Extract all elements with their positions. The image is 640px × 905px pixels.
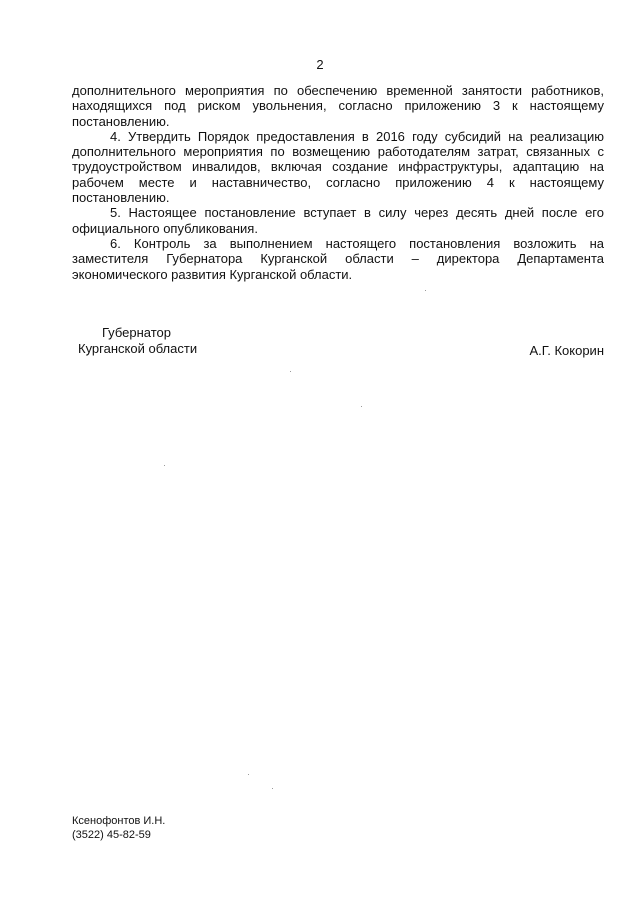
paragraph-continuation: дополнительного мероприятия по обеспечению временной занятости работников, находящихся под риском увольнения, согласно приложению 3 к настоящему постановлению. xyxy=(72,83,604,129)
paragraph-item-4: 4. Утвердить Порядок предоставления в 2016 году субсидий на реализацию дополнительного мероприятия по возмещению работодателям затрат, связанных с трудоустройством инвалидов, включая создание инфраструктуры, адаптацию на рабочем месте и наставничество, согласно приложению 4 к настоящему постановлению. xyxy=(72,128,604,206)
executor-name: Ксенофонтов И.Н. xyxy=(72,815,166,827)
signatory-position-line-2: Курганской области xyxy=(78,341,198,356)
scan-speck xyxy=(248,774,249,775)
signatory-position-line-1: Губернатор xyxy=(102,325,171,340)
paragraph-item-5: 5. Настоящее постановление вступает в силу через десять дней после его официального опубликования. xyxy=(72,205,604,236)
scan-speck xyxy=(164,465,165,466)
paragraph-item-6: 6. Контроль за выполнением настоящего постановления возложить на заместителя Губернатора Курганской области – директора Департамента экономического развития Курганской области. xyxy=(72,235,604,282)
page-number: 2 xyxy=(316,57,324,72)
scan-speck xyxy=(272,788,273,789)
signatory-name: А.Г. Кокорин xyxy=(529,343,604,358)
scan-speck xyxy=(361,406,362,407)
signatory-position xyxy=(78,325,197,357)
scan-speck xyxy=(290,371,291,372)
document-body xyxy=(72,83,604,282)
scan-speck xyxy=(425,290,426,291)
executor-phone: (3522) 45-82-59 xyxy=(72,829,151,841)
executor-block xyxy=(72,814,165,842)
